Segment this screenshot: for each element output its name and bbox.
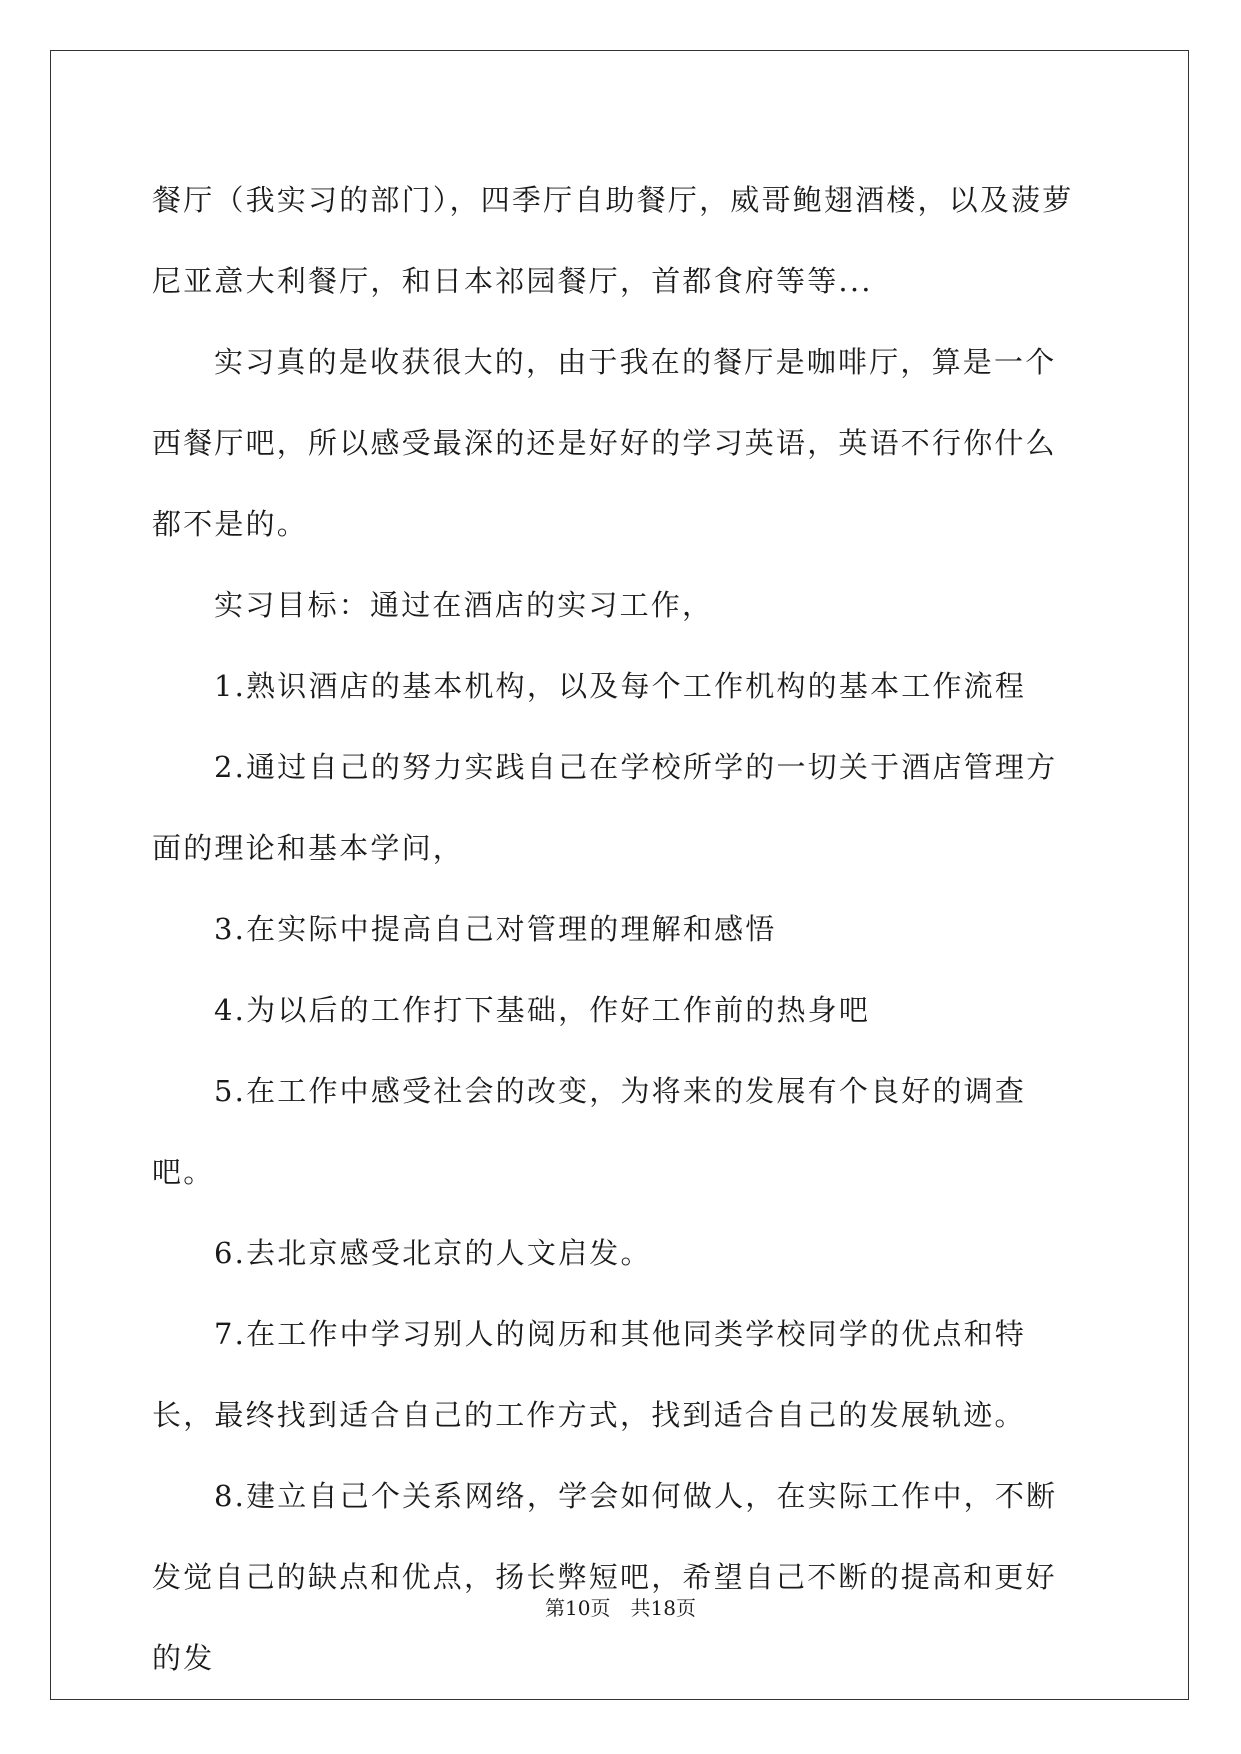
list-item: 6.去北京感受北京的人文启发。 — [214, 1236, 652, 1270]
paragraph: 餐厅（我实习的部门），四季厅自助餐厅，威哥鲍翅酒楼，以及菠萝尼亚意大利餐厅，和日本祁园餐厅，首都食府等等... — [152, 183, 1074, 298]
paragraph: 实习目标：通过在酒店的实习工作， — [214, 588, 714, 622]
list-item: 2.通过自己的努力实践自己在学校所学的一切关于酒店管理方面的理论和基本学问， — [152, 750, 1058, 865]
list-item: 8.建立自己个关系网络，学会如何做人，在实际工作中，不断发觉自己的缺点和优点，扬长弊短吧，希望自己不断的提高和更好的发 — [152, 1479, 1058, 1675]
list-item: 7.在工作中学习别人的阅历和其他同类学校同学的优点和特长，最终找到适合自己的工作方式，找到适合自己的发展轨迹。 — [152, 1317, 1027, 1432]
list-item: 4.为以后的工作打下基础，作好工作前的热身吧 — [214, 993, 871, 1027]
document-body — [152, 160, 1087, 1699]
page-number-footer: 第10页 共18页 — [545, 1596, 696, 1620]
list-item: 5.在工作中感受社会的改变，为将来的发展有个良好的调查吧。 — [152, 1074, 1027, 1189]
list-item: 3.在实际中提高自己对管理的理解和感悟 — [214, 912, 777, 946]
paragraph: 实习真的是收获很大的，由于我在的餐厅是咖啡厅，算是一个西餐厅吧，所以感受最深的还是好好的学习英语，英语不行你什么都不是的。 — [152, 345, 1057, 541]
list-item: 1.熟识酒店的基本机构，以及每个工作机构的基本工作流程 — [214, 669, 1027, 703]
